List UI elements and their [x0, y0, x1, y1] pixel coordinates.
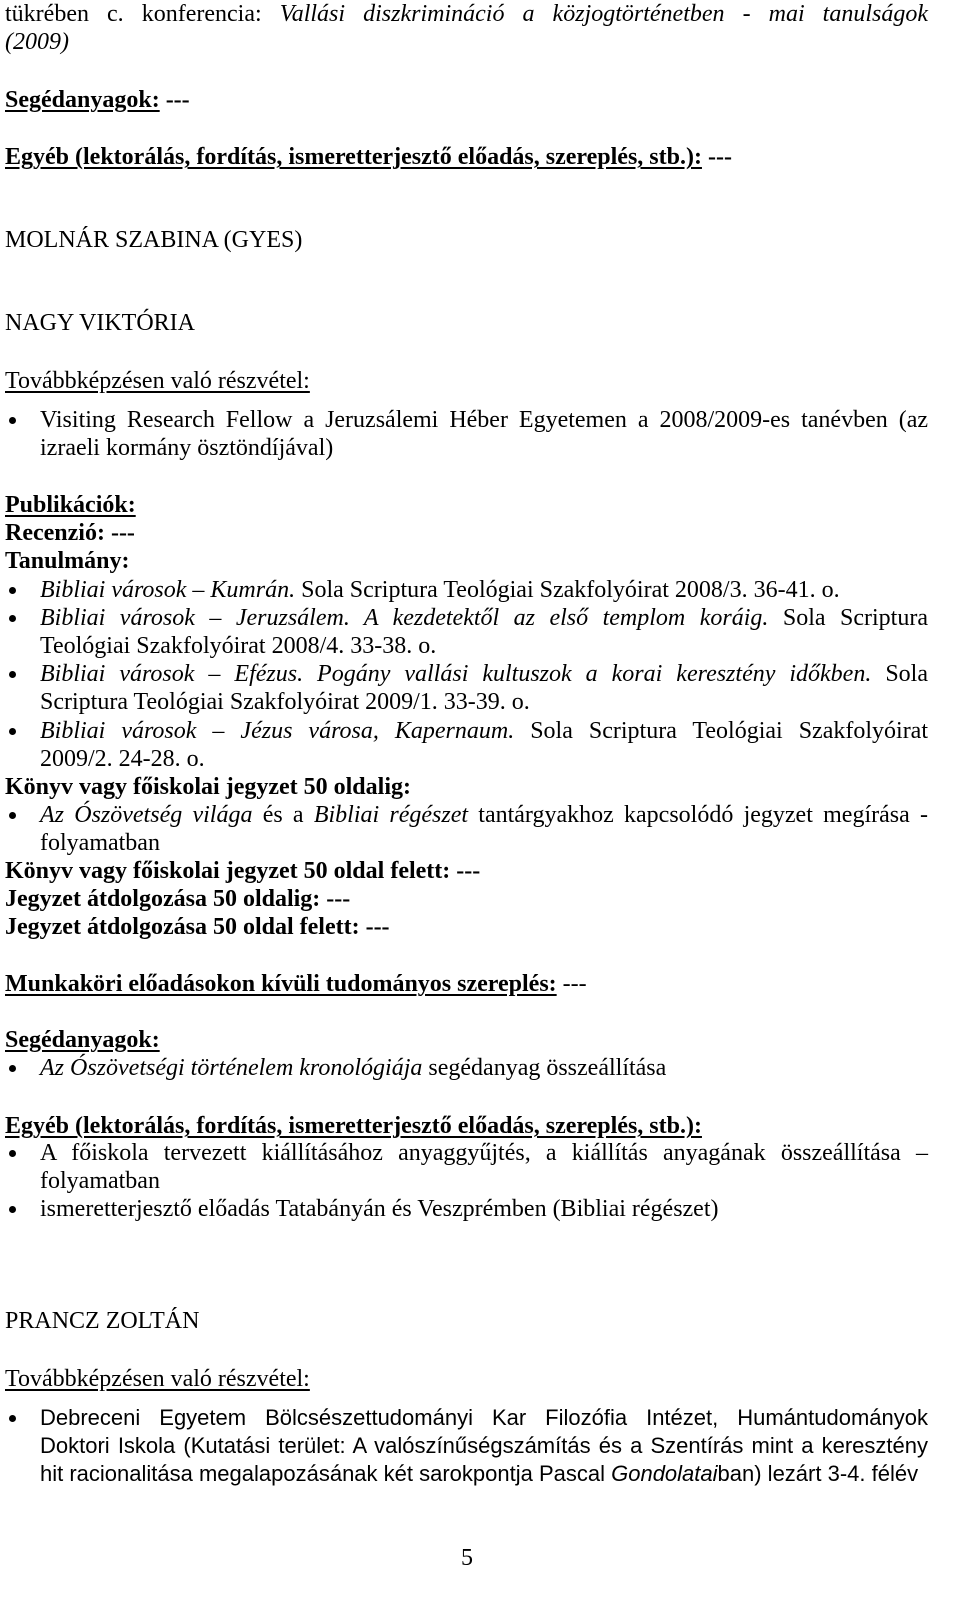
conference-year: (2009): [5, 29, 69, 55]
other-label: Egyéb (lektorálás, fordítás, ismeretterjesztő előadás, szereplés, stb.):: [5, 1113, 702, 1139]
study-item-3-line-1: [40, 660, 928, 688]
book-item-line-1: [40, 801, 928, 829]
other-top-heading: [5, 143, 928, 171]
bullet-icon: [9, 1206, 16, 1213]
bullet-icon: [9, 1065, 16, 1072]
conference-title: Vallási diszkrimináció a közjogtörténetben - mai tanulságok: [279, 1, 929, 27]
study-title: Bibliai városok – Kumrán.: [40, 577, 296, 603]
book-title-2: Bibliai régészet: [313, 802, 469, 828]
person-name-nagy: NAGY VIKTÓRIA: [5, 310, 195, 336]
book-under-50-heading: Könyv vagy főiskolai jegyzet 50 oldalig:: [5, 774, 411, 800]
aids-top-heading: [5, 86, 928, 114]
other-top-value: ---: [701, 144, 732, 170]
study-title: Bibliai városok – Jézus városa, Kapernaum.: [40, 718, 515, 744]
aids-top-value: ---: [159, 87, 190, 113]
aids-item: [40, 1054, 928, 1082]
publications-heading: [5, 491, 928, 519]
study-item-4-line-1: [40, 717, 928, 745]
nagy-training-heading: [5, 367, 928, 395]
study-title: Bibliai városok – Jeruzsálem. A kezdetektől az első templom koráig.: [40, 605, 769, 631]
person-name-prancz: PRANCZ ZOLTÁN: [5, 1308, 200, 1334]
bullet-icon: [9, 1415, 16, 1422]
study-item-1: [40, 576, 928, 604]
book-description: tantárgyakhoz kapcsolódó jegyzet megírása -: [468, 802, 928, 828]
other-heading: [5, 1112, 928, 1140]
prancz-line-3-italic: Gondolatai: [611, 1461, 718, 1486]
study-item-2-line-1: [40, 604, 928, 632]
study-item-3-line-2: Scriptura Teológiai Szakfolyóirat 2009/1. 33-39. o.: [40, 689, 530, 715]
prancz-training-line-3: [40, 1460, 928, 1488]
conference-line-2: [5, 28, 928, 56]
rework-over-50-line: Jegyzet átdolgozása 50 oldal felett: ---: [5, 914, 390, 940]
prancz-training-label: Továbbképzésen való részvétel:: [5, 1366, 310, 1392]
bullet-icon: [9, 812, 16, 819]
publications-label: Publikációk:: [5, 492, 136, 518]
prancz-line-3-post: ban) lezárt 3-4. félév: [717, 1461, 919, 1486]
scientific-heading: [5, 970, 928, 998]
other-item-1-line-2: folyamatban: [40, 1168, 160, 1194]
study-item-4-line-2: 2009/2. 24-28. o.: [40, 746, 205, 772]
other-item-1-line-1: A főiskola tervezett kiállításához anyaggyűjtés, a kiállítás anyagának összeállítása –: [40, 1140, 928, 1166]
other-item-2: ismeretterjesztő előadás Tatabányán és Veszprémben (Bibliai régészet): [40, 1196, 719, 1222]
bullet-icon: [9, 615, 16, 622]
study-title: Bibliai városok – Efézus. Pogány vallási kultuszok a korai keresztény időkben.: [40, 661, 872, 687]
study-item-2-line-2: Teológiai Szakfolyóirat 2008/4. 33-38. o.: [40, 633, 437, 659]
study-source: Sola Scriptura: [768, 605, 928, 631]
prancz-line-3-pre: hit racionalitása megalapozásának két sarokpontja Pascal: [40, 1461, 612, 1486]
scientific-value: ---: [556, 971, 587, 997]
nagy-training-label: Továbbképzésen való részvétel:: [5, 368, 310, 394]
bullet-icon: [9, 587, 16, 594]
study-source: Sola Scriptura Teológiai Szakfolyóirat: [514, 718, 929, 744]
conference-line-1: [5, 0, 928, 28]
aids-item-rest: segédanyag összeállítása: [422, 1055, 667, 1081]
study-source: Sola Scriptura Teológiai Szakfolyóirat 2008/3. 36-41. o.: [295, 577, 840, 603]
scientific-label: Munkaköri előadásokon kívüli tudományos szereplés:: [5, 971, 557, 997]
page-number: 5: [461, 1545, 473, 1571]
aids-item-title: Az Ószövetségi történelem kronológiája: [40, 1055, 423, 1081]
bullet-icon: [9, 671, 16, 678]
prancz-training-line-1: Debreceni Egyetem Bölcsészettudományi Kar Filozófia Intézet, Humántudományok: [40, 1405, 928, 1430]
aids-heading: [5, 1026, 928, 1054]
bullet-icon: [9, 728, 16, 735]
study-heading: Tanulmány:: [5, 548, 130, 574]
conference-prefix: tükrében c. konferencia:: [5, 1, 280, 27]
nagy-training-item-line-2: izraeli kormány ösztöndíjával): [40, 435, 334, 461]
book-over-50-line: Könyv vagy főiskolai jegyzet 50 oldal felett: ---: [5, 858, 481, 884]
rework-under-50-line: Jegyzet átdolgozása 50 oldalig: ---: [5, 886, 351, 912]
nagy-training-item-line-1: Visiting Research Fellow a Jeruzsálemi Héber Egyetemen a 2008/2009-es tanévben (az: [40, 407, 928, 433]
study-source: Sola: [871, 661, 929, 687]
bullet-icon: [9, 1150, 16, 1157]
prancz-training-heading: [5, 1365, 928, 1393]
review-line: Recenzió: ---: [5, 520, 135, 546]
person-name-molnar: MOLNÁR SZABINA (GYES): [5, 227, 303, 253]
book-item-line-2: folyamatban: [40, 830, 160, 856]
other-top-label: Egyéb (lektorálás, fordítás, ismeretterjesztő előadás, szereplés, stb.):: [5, 144, 702, 170]
book-joiner: és a: [252, 802, 314, 828]
book-title-1: Az Ószövetség világa: [40, 802, 253, 828]
aids-label: Segédanyagok:: [5, 1027, 160, 1053]
aids-top-label: Segédanyagok:: [5, 87, 160, 113]
bullet-icon: [9, 417, 16, 424]
prancz-training-line-2: Doktori Iskola (Kutatási terület: A valószínűségszámítás és a Szentírás mint a keresztény: [40, 1433, 928, 1458]
